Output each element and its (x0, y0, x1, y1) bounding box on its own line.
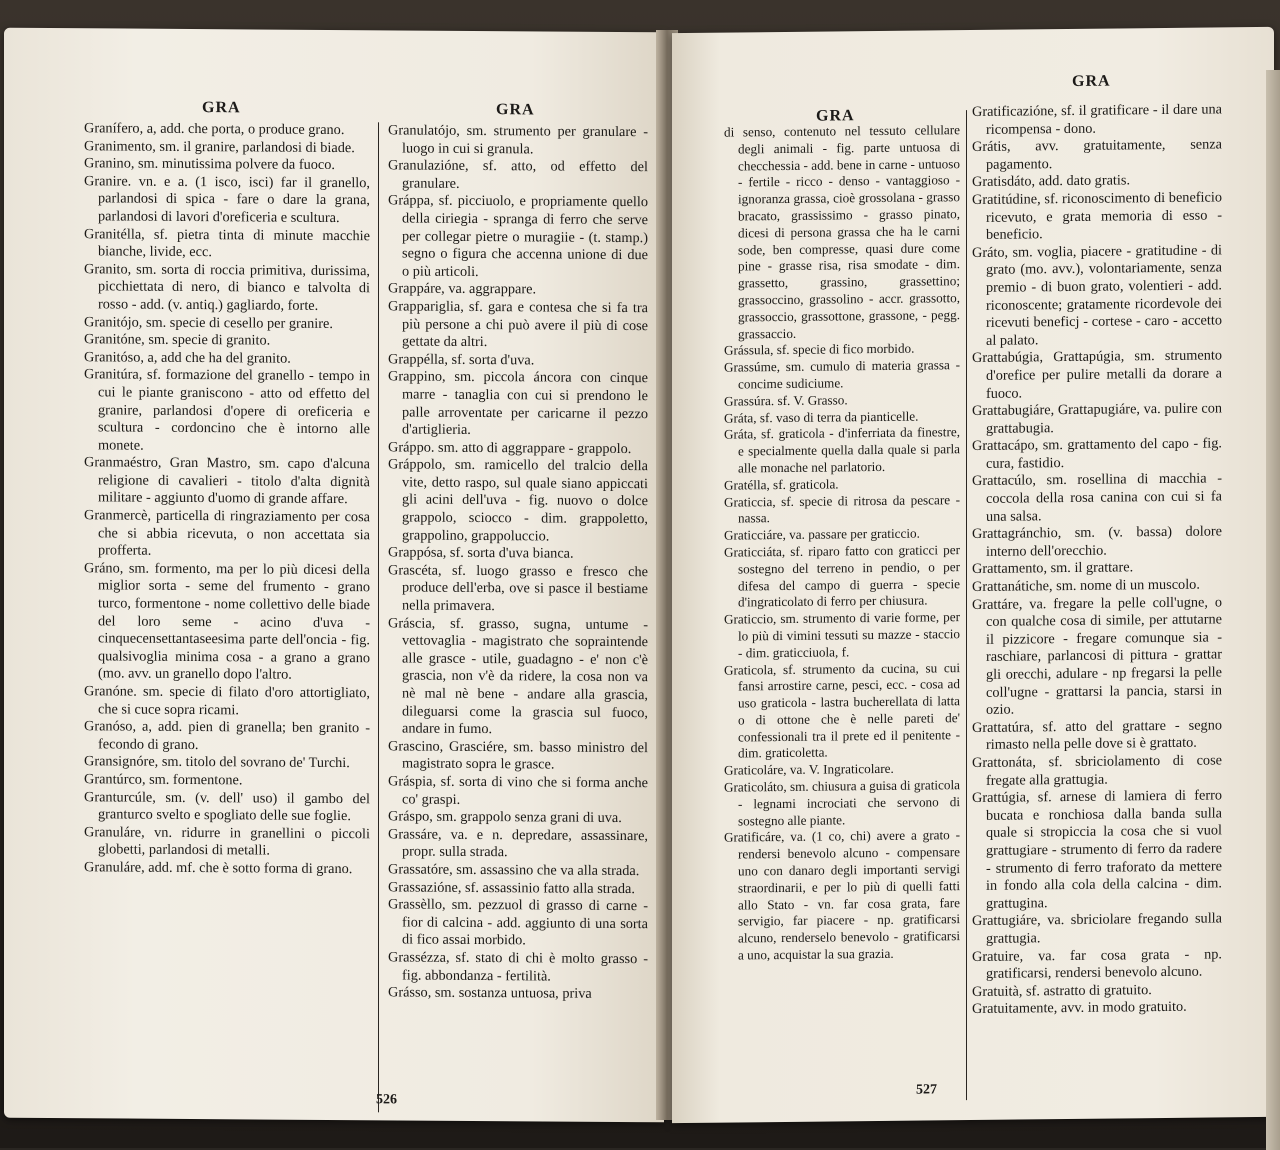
dictionary-entry: di senso, contenuto nel tessuto cellulare degli animali - fig. parte untuosa di checchessia - add. bene in carne - untuoso - fertile - ricco - denso - vantaggioso - ignoranza grassa, cioè grossolana - grasso bracato, grassissimo - grasso pinato, dicesi di persona grassa che ha le carni sode, ben compresse, quasi dure come pine - grasse risa, risa smodate - dim. grassetto, grassino, grassettino; grassoccino, grassolino - accr. grassotto, grassoccio, grassottone, grassone, - pegg. grassaccio. (724, 122, 960, 342)
page-edges (1266, 70, 1280, 1150)
left-page-column-2 (388, 122, 648, 1004)
dictionary-entry: Grappáre, va. aggrappare. (388, 280, 537, 298)
dictionary-entry: Gráno, sm. formento, ma per lo più dicesi della miglior sorta - seme del frumento - grano turco, formentone - nome collettivo delle biade del loro seme - acino d'uva - cinquecensettantaseesima parte dell'oncia - fig. qualsivoglia minima cosa - a grano a grano (mo. avv. un granello dopo l'altro. (84, 560, 370, 684)
column-divider (378, 122, 379, 1112)
dictionary-entry: Grattáre, va. fregare la pelle coll'ugne, o con qualche cosa di simile, per attutarne il pizzicore - fregare comunque sia - raschiare, parlancosi di pittura - grattar gli orecchi, adulare - np fregarsi la pelle coll'ugne - grattarsi la pancia, starsi in ozio. (972, 594, 1222, 719)
dictionary-entry: Grappélla, sf. sorta d'uva. (388, 351, 535, 369)
dictionary-entry: Gráto, sm. voglia, piacere - gratitudine - di grato (mo. avv.), volontariamente, senza premio - di buon grato, volentieri - add. riconoscente; gratamente ricordevole dei ricevuti beneficj - cortese - caro - accetto al palato. (972, 242, 1222, 349)
page-number-right: 527 (916, 1082, 937, 1098)
dictionary-entry: Grattanátiche, sm. nome di un muscolo. (972, 576, 1200, 596)
dictionary-entry: Graticoláto, sm. chiusura a guisa di graticola - legnami incrociati che servono di sostegno alle piante. (724, 777, 960, 829)
dictionary-entry: Gratitúdine, sf. riconoscimento di beneficio ricevuto, e grata memoria di esso - beneficio. (972, 189, 1222, 244)
dictionary-entry: Grattugiáre, va. sbriciolare fregando sulla grattugia. (972, 910, 1222, 947)
running-head-left-1: GRA (202, 99, 241, 117)
dictionary-entry: Graticcio, sm. strumento di varie forme, per lo più di vimini tessuti su mazze - staccio - dim. graticciuola, f. (724, 609, 960, 661)
dictionary-entry: Granire. vn. e a. (1 isco, isci) far il granello, parlandosi di spica - fare o dare la grana, parlandosi di lavori d'oreficeria e scultura. (84, 173, 370, 227)
dictionary-entry: Grattacúlo, sm. rosellina di macchia - coccola della rosa canina con cui si fa una salsa. (972, 470, 1222, 525)
dictionary-entry: Granitójo, sm. specie di cesello per granire. (84, 313, 333, 332)
dictionary-entry: Granitélla, sf. pietra tinta di minute macchie bianche, livide, ecc. (84, 225, 370, 261)
dictionary-entry: Graticciáre, va. passare per graticcio. (724, 525, 920, 543)
dictionary-entry: Gratuitamente, avv. in modo gratuito. (972, 999, 1187, 1018)
dictionary-entry: Grattamento, sm. il grattare. (972, 559, 1134, 578)
dictionary-entry: Grassazióne, sf. assassinio fatto alla strada. (388, 878, 635, 897)
dictionary-entry: Gratuità, sf. astratto di gratuito. (972, 981, 1152, 1000)
dictionary-entry: Granóne. sm. specie di filato d'oro attortigliato, che si cuce sopra ricami. (84, 683, 370, 718)
dictionary-entry: Grattatúra, sf. atto del grattare - segno rimasto nella pelle dove si è grattato. (972, 717, 1222, 754)
dictionary-entry: Grattacápo, sm. grattamento del capo - fig. cura, fastidio. (972, 435, 1222, 472)
dictionary-entry: Grappariglia, sf. gara e contesa che si fa tra più persone a chi può avere il più di cose gettate da altri. (388, 298, 648, 351)
dictionary-entry: Granitóne, sm. specie di granito. (84, 331, 271, 349)
right-page-column-1 (724, 122, 960, 964)
dictionary-entry: Graticcia, sf. specie di ritrosa da pescare - nassa. (724, 491, 960, 526)
dictionary-entry: Granulazióne, sf. atto, od effetto del granulare. (388, 157, 648, 192)
left-page-column-1 (84, 120, 370, 879)
dictionary-entry: Grátis, avv. gratuitamente, senza pagamento. (972, 136, 1222, 173)
dictionary-entry: Grattagránchio, sm. (v. bassa) dolore interno dell'orecchio. (972, 523, 1222, 560)
left-page (4, 28, 664, 1123)
running-head-right-1: GRA (816, 107, 855, 125)
dictionary-entry: Gráppo. sm. atto di aggrappare - grappolo. (388, 439, 632, 457)
dictionary-entry: Gratificáre, va. (1 co, chi) avere a grato - rendersi benevolo alcuno - compensare uno con danaro degli importanti servigi straordinarii, e per lo più di quelli fatti allo Stato - vn. far cosa grata, fare servigio, far piacere - np. gratificarsi alcuno, renderselo benevolo - gratificarsi a uno, acquistar la sua grazia. (724, 827, 960, 963)
dictionary-entry: Grappósa, sf. sorta d'uva bianca. (388, 544, 574, 562)
dictionary-entry: Grassézza, sf. stato di chi è molto grasso - fig. abbondanza - fertilità. (388, 949, 648, 985)
dictionary-entry: Gratisdáto, add. dato gratis. (972, 172, 1131, 191)
dictionary-entry: Granulatójo, sm. strumento per granulare - luogo in cui si granula. (388, 122, 648, 157)
dictionary-entry: Grassúra. sf. V. Grasso. (724, 392, 848, 409)
running-head-right-2: GRA (1072, 72, 1111, 90)
dictionary-entry: Grassáre, va. e n. depredare, assassinare, propr. sulla strada. (388, 826, 648, 861)
dictionary-entry: Gratificazióne, sf. il gratificare - il dare una ricompensa - dono. (972, 101, 1222, 138)
dictionary-entry: Grássula, sf. specie di fico morbido. (724, 340, 915, 358)
dictionary-entry: Granmercè, particella di ringraziamento per cosa che si abbia ricevuta, o non accettata sia profferta. (84, 507, 370, 559)
dictionary-entry: Grattabugiáre, Grattapugiáre, va. pulire con grattabugia. (972, 400, 1222, 437)
dictionary-entry: Grattabúgia, Grattapúgia, sm. strumento d'orefice per pulire metalli da dorare a fuoco. (972, 347, 1222, 402)
dictionary-entry: Gráppolo, sm. ramicello del tralcio della vite, detto raspo, sul quale siano appiccati gli acini dell'uva - fig. nuovo o dolce grappolo, sciocco - dim. grappoletto, grappolino, grappoluccio. (388, 456, 648, 545)
dictionary-entry: Granóso, a, add. pien di granella; ben granito - fecondo di grano. (84, 718, 370, 753)
dictionary-entry: Granino, sm. minutissima polvere da fuoco. (84, 155, 335, 174)
dictionary-entry: Graticoláre, va. V. Ingraticolare. (724, 761, 894, 778)
dictionary-entry: Granmaéstro, Gran Mastro, sm. capo d'alcuna religione di cavalieri - titolo d'alta dignità militare - aggiunto d'uomo di grande affare. (84, 454, 370, 508)
running-head-left-2: GRA (496, 101, 535, 119)
dictionary-entry: Grascino, Grasciére, sm. basso ministro del magistrato sopra le grasce. (388, 738, 648, 773)
dictionary-entry: Gráta, sf. vaso di terra da pianticelle. (724, 408, 919, 426)
dictionary-entry: Grásciа, sf. grasso, sugna, untume - vettovaglia - magistrato che sopraintende alle grasce - utile, guadagno - e' non c'è grascia, non v'è da ridere, la cosa non va nè mal nè bene - andare alla grascia, dileguarsi come la grascia sul fuoco, andare in fumo. (388, 615, 648, 738)
dictionary-entry: Grantúrco, sm. formentone. (84, 771, 243, 789)
dictionary-entry: Graticola, sf. strumento da cucina, su cui fansi arrostire carne, pesci, ecc. - cosa ad uso graticola - lastra bucherellata di latta o di ottone che è nelle pareti de' confessionali tra il prete ed il penitente - dim. graticoletta. (724, 659, 960, 761)
dictionary-entry: Grassèllo, sm. pezzuol di grasso di carne - fior di calcina - add. aggiunto di una sorta di fico assai morbido. (388, 896, 648, 949)
page-number-left: 526 (376, 1092, 397, 1108)
dictionary-entry: Granuláre, add. mf. che è sotto forma di grano. (84, 859, 353, 878)
dictionary-entry: Gransignóre, sm. titolo del sovrano de' Turchi. (84, 753, 350, 772)
open-dictionary-book (4, 30, 1274, 1125)
dictionary-entry: Gráspia, sf. sorta di vino che si forma anche co' graspi. (388, 773, 648, 808)
dictionary-entry: Grásso, sm. sostanza untuosa, priva (388, 984, 592, 1002)
column-divider (966, 110, 967, 1100)
dictionary-entry: Grappino, sm. piccola áncora con cinque marre - tanaglia con cui si prendono le palle arroventate per caricarne il pezzo d'artiglieria. (388, 368, 648, 439)
dictionary-entry: Granimento, sm. il granire, parlandosi di biade. (84, 137, 355, 156)
dictionary-entry: Granuláre, vn. ridurre in granellini o piccoli globetti, parlandosi di metalli. (84, 824, 370, 859)
dictionary-entry: Grattúgia, sf. arnese di lamiera di ferro bucata e ronchiosa dalla banda sulla quale si stropiccia la cosa che si vuol grattugiare - strumento di ferro da radere - strumento di ferro traforato da mettere in fondo alla cola della calcina - dim. grattugina. (972, 787, 1222, 912)
dictionary-entry: Gratélla, sf. graticola. (724, 476, 839, 493)
dictionary-entry: Graticciáta, sf. riparo fatto con graticci per sostegno del terreno in pendio, o per difesa del campo di guerra - specie d'ingraticolato di ferro per chiusura. (724, 542, 960, 610)
dictionary-entry: Granífero, a, add. che porta, o produce grano. (84, 120, 345, 139)
dictionary-entry: Grassúme, sm. cumulo di materia grassa - concime sudiciume. (724, 357, 960, 392)
dictionary-entry: Gráppa, sf. picciuolo, e propriamente quello della ciriegia - spranga di ferro che serve per collegar pietre o muragiie - (t. stamp.) segno o figura che accenna unione di due o più articoli. (388, 192, 648, 280)
dictionary-entry: Granturcúle, sm. (v. dell' uso) il gambo del granturco svelto e spogliato delle sue foglie. (84, 788, 370, 825)
right-page (672, 27, 1274, 1123)
dictionary-entry: Gratuire, va. far cosa grata - np. gratificarsi, rendersi benevolo alcuno. (972, 945, 1222, 982)
dictionary-entry: Granitóso, a, add che ha del granito. (84, 348, 291, 367)
dictionary-entry: Grassatóre, sm. assassino che va alla strada. (388, 861, 640, 880)
dictionary-entry: Granitúra, sf. formazione del granello - tempo in cui le piante graniscono - atto od effetto del granire, parlandosi d'opere di oreficeria e scultura - cordoncino che è intorno alle monete. (84, 366, 370, 454)
dictionary-entry: Gráspo, sm. grappolo senza grani di uva. (388, 808, 622, 827)
dictionary-entry: Grattonáta, sf. sbriciolamento di cose fregate alla grattugia. (972, 752, 1222, 789)
dictionary-entry: Granito, sm. sorta di roccia primitiva, durissima, picchiettata di nero, di bianco e talvolta di rosso - add. (v. antiq.) gagliardo, forte. (84, 261, 370, 314)
dictionary-entry: Gráta, sf. graticola - d'inferriata da finestre, e specialmente quella dalla quale si parla alle monache nel parlatorio. (724, 424, 960, 476)
right-page-column-2 (972, 101, 1222, 1018)
dictionary-entry: Grascéta, sf. luogo grasso e fresco che produce dell'erba, ove si pasce il bestiame nella primavera. (388, 562, 648, 615)
